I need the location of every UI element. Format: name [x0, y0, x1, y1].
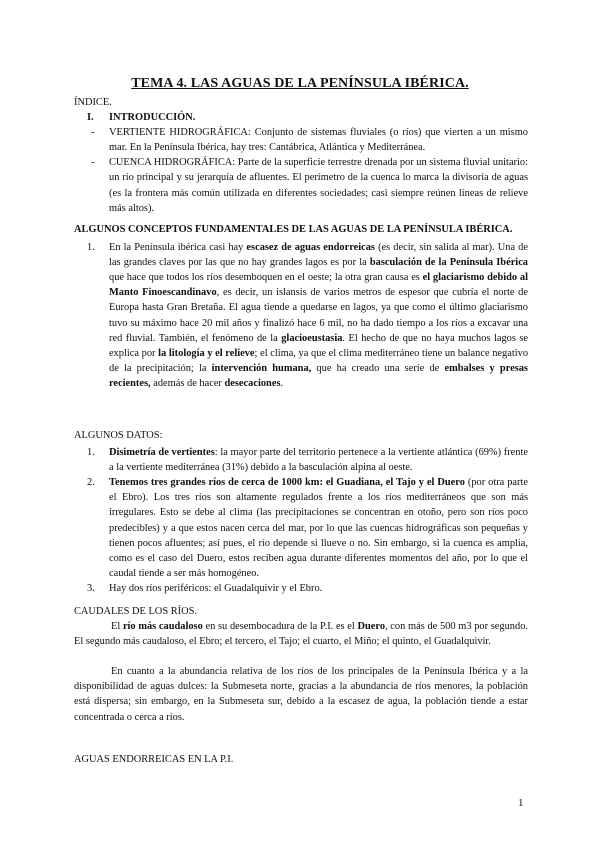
bullet-cuenca: [74, 155, 528, 215]
endorreicas-heading: AGUAS ENDORREICAS EN LA P.I.: [74, 754, 234, 765]
document-title: TEMA 4. LAS AGUAS DE LA PENÍNSULA IBÉRICA.: [131, 76, 469, 91]
datos-item-3-text: Hay dos ríos periféricos: el Guadalquivir y el Ebro.: [109, 582, 323, 594]
intro-heading-row: [74, 110, 528, 125]
caudales-paragraph-1: El río más caudaloso en su desembocadura de la P.I. es el Duero, con más de 500 m3 por segundo. El segundo más caudaloso, el Ebro; el tercero, el Tajo; el cuarto, el Miño; el quinto, el Guadalquivir.: [74, 621, 528, 648]
datos-item-1: [74, 445, 528, 475]
datos-item-2-text: Tenemos tres grandes ríos de cerca de 1000 km: el Guadiana, el Tajo y el Duero (por otra parte el Ebro). Los tres ríos son altamente regulados frente a los ríos mediterráneos que son más irregulares. Esto se debe al clima (las precipitaciones se concentran en otoño, pero son ríos poco predecibles) y a que estos nacen cerca del mar, por lo que las cuencas hidrográficas son pequeñas y tienen pocos afluentes; así pues, el río depende si llueve o no. Sin embargo, si la cuenca es amplia, como es el caso del Duero, estos reciben agua durante diferentes momentos del año, por lo que el caudal tiende a ser más homogéneo.: [109, 477, 528, 579]
index-section: [74, 95, 528, 216]
datos-item-1-text: Disimetría de vertientes: la mayor parte del territorio pertenece a la vertiente atlántica (69%) frente a la vertiente mediterránea (31%) debido a la basculación alpina al oeste.: [109, 447, 528, 474]
intro-heading: INTRODUCCIÓN.: [109, 112, 196, 124]
endorreicas-section: [74, 752, 528, 767]
caudales-section: [74, 604, 528, 725]
caudales-paragraph-2: En cuanto a la abundancia relativa de los ríos de los principales de la Península Ibérica y a la disponibilidad de aguas dulces: la Submeseta norte, gracias a la abundancia de ríos menores, la población está dispersa; sin embargo, en la Submeseta sur, debido a la escasez de agua, la población tiende a estar concentrada o cerca a ríos.: [74, 666, 528, 723]
bullet-vertiente-text: VERTIENTE HIDROGRÁFICA: Conjunto de sistemas fluviales (o ríos) que vierten a un mismo mar. En la Península Ibérica, hay tres: Cantábrica, Atlántica y Mediterránea.: [109, 127, 528, 154]
datos-item-2-number: 2.: [87, 477, 95, 489]
concepts-heading: ALGUNOS CONCEPTOS FUNDAMENTALES DE LAS AGUAS DE LA PENÍNSULA IBÉRICA.: [74, 224, 513, 235]
caudales-heading: CAUDALES DE LOS RÍOS.: [74, 606, 197, 617]
bullet-dash: -: [91, 127, 95, 139]
bullet-cuenca-text: CUENCA HIDROGRÁFICA: Parte de la superficie terrestre drenada por un sistema fluvial unitario: un río principal y su jerarquía de afluentes. El perímetro de la cuenca lo marca la divisoria de aguas (es la frontera más común utilizada en diferentes sociedades; casi siempre reúnen líneas de relieve más altos).: [109, 157, 528, 214]
datos-item-2: [74, 475, 528, 581]
page-number: 1: [518, 797, 524, 809]
datos-heading: ALGUNOS DATOS:: [74, 430, 163, 441]
concepts-item-1-number: 1.: [87, 242, 95, 254]
bullet-dash: -: [91, 157, 95, 169]
datos-section: [74, 428, 528, 596]
concepts-item-1-text: En la Península ibérica casi hay escasez de aguas endorreicas (es decir, sin salida al mar). Una de las grandes claves por las que no hay grandes lagos es por la basculación de la Península Ibérica que hace que todos los ríos desemboquen en el oeste; la otra gran causa es el glaciarismo debido al Manto Finoescandinavo, es decir, un islansis de varios metros de espesor que cubría el norte de Europa hasta Gran Bretaña. El agua tiende a quedarse en lagos, ya que como el último glaciarismo tuvo su máximo hace 20 mil años y finalizó hace 6 mil, no ha dado tiempo a los ríos a excavar una red fluvial. También, el fenómeno de la glacioeustasia. El hecho de que no haya muchos lagos se explica por la litología y el relieve; el clima, ya que el clima mediterráneo tiene un balance negativo de la precipitación; la intervención humana, que ha creado una serie de embalses y presas recientes, además de hacer desecaciones.: [109, 242, 529, 389]
concepts-section: [74, 222, 528, 391]
bullet-vertiente: [74, 125, 528, 155]
datos-item-1-number: 1.: [87, 447, 95, 459]
datos-item-3-number: 3.: [87, 582, 95, 594]
intro-number: I.: [87, 112, 94, 124]
datos-item-3: [74, 581, 528, 596]
index-label: ÍNDICE.: [74, 97, 112, 108]
concepts-item-1: [74, 240, 528, 391]
